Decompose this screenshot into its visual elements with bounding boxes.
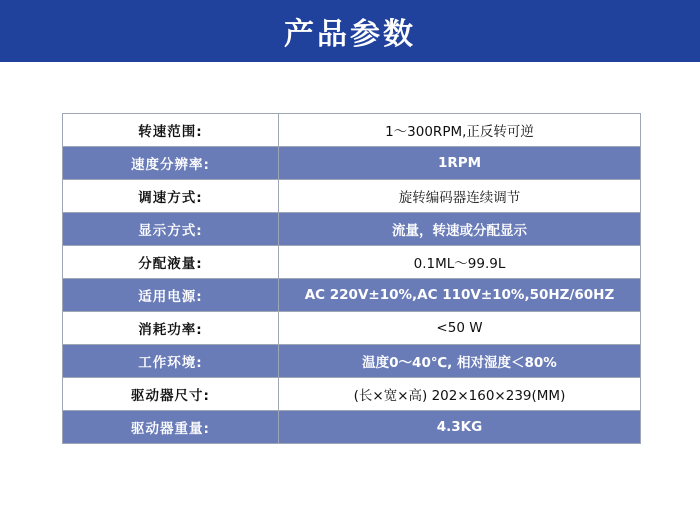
table-row <box>63 411 641 444</box>
table-row <box>63 147 641 180</box>
spec-value: 旋转编码器连续调节 <box>279 180 641 213</box>
spec-value: 温度0～40℃, 相对湿度＜80% <box>279 345 641 378</box>
spec-label: 显示方式: <box>63 213 279 246</box>
table-row <box>63 312 641 345</box>
spec-value: 流量，转速或分配显示 <box>279 213 641 246</box>
spec-value: <50 W <box>279 312 641 345</box>
spec-label: 速度分辨率: <box>63 147 279 180</box>
table-row <box>63 345 641 378</box>
page-title: 产品参数 <box>284 17 416 52</box>
spec-value: 1～300RPM,正反转可逆 <box>279 114 641 147</box>
table-row <box>63 279 641 312</box>
table-row <box>63 246 641 279</box>
table-row <box>63 378 641 411</box>
table-row <box>63 180 641 213</box>
spec-value: AC 220V±10%,AC 110V±10%,50HZ/60HZ <box>279 279 641 312</box>
spec-label: 消耗功率: <box>63 312 279 345</box>
spec-label: 驱动器尺寸: <box>63 378 279 411</box>
specifications-table-body <box>63 114 641 444</box>
spec-label: 转速范围: <box>63 114 279 147</box>
spec-label: 驱动器重量: <box>63 411 279 444</box>
table-row <box>63 114 641 147</box>
spec-value: 4.3KG <box>279 411 641 444</box>
spec-label: 分配液量: <box>63 246 279 279</box>
specifications-table <box>62 113 641 444</box>
table-row <box>63 213 641 246</box>
spec-value: (长×宽×高) 202×160×239(MM) <box>279 378 641 411</box>
spec-value: 0.1ML～99.9L <box>279 246 641 279</box>
spec-label: 调速方式: <box>63 180 279 213</box>
spec-value: 1RPM <box>279 147 641 180</box>
page-banner <box>0 0 700 62</box>
spec-label: 工作环境: <box>63 345 279 378</box>
spec-label: 适用电源: <box>63 279 279 312</box>
